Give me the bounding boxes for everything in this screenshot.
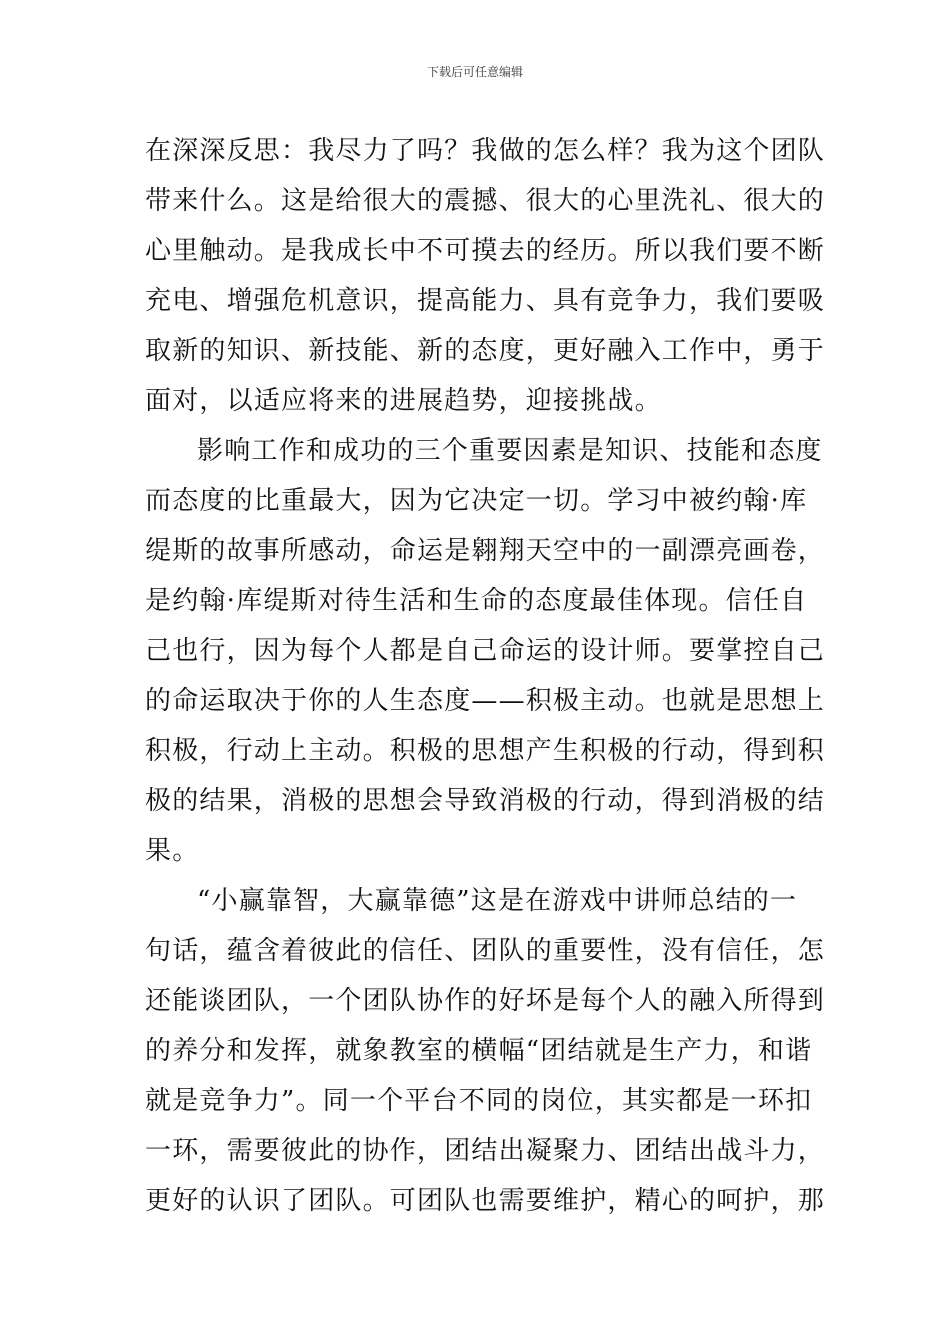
document-body: [145, 126, 826, 1226]
text-line: 心里触动。是我成长中不可摸去的经历。所以我们要不断: [145, 236, 826, 266]
text-line: 的命运取决于你的人生态度——积极主动。也就是思想上: [145, 686, 826, 716]
text-line: 带来什么。这是给很大的震撼、很大的心里洗礼、很大的: [145, 186, 826, 216]
text-line: 果。: [145, 836, 200, 866]
text-line: 还能谈团队，一个团队协作的好坏是每个人的融入所得到: [145, 986, 826, 1016]
text-line: 一环，需要彼此的协作，团结出凝聚力、团结出战斗力，: [145, 1136, 826, 1166]
text-line: 是约翰·库缇斯对待生活和生命的态度最佳体现。信任自: [145, 586, 808, 616]
text-line: 极的结果，消极的思想会导致消极的行动，得到消极的结: [145, 786, 826, 816]
text-line: 取新的知识、新技能、新的态度，更好融入工作中，勇于: [145, 336, 826, 366]
text-line: 己也行，因为每个人都是自己命运的设计师。要掌控自己: [145, 636, 826, 666]
text-line: 充电、增强危机意识，提高能力、具有竞争力，我们要吸: [145, 286, 826, 316]
text-line: 句话，蕴含着彼此的信任、团队的重要性，没有信任，怎: [145, 936, 826, 966]
page-header: 下载后可任意编辑: [426, 65, 523, 79]
text-line: 缇斯的故事所感动，命运是翱翔天空中的一副漂亮画卷，: [145, 536, 826, 566]
paragraph-start-line: “小赢靠智，大赢靠德”这是在游戏中讲师总结的一: [197, 886, 798, 916]
text-line: 更好的认识了团队。可团队也需要维护，精心的呵护，那: [145, 1186, 826, 1216]
text-line: 就是竞争力”。同一个平台不同的岗位，其实都是一环扣: [145, 1086, 813, 1116]
text-line: 的养分和发挥，就象教室的横幅“团结就是生产力，和谐: [145, 1036, 813, 1066]
text-line: 积极，行动上主动。积极的思想产生积极的行动，得到积: [145, 736, 826, 766]
text-line: 在深深反思：我尽力了吗？我做的怎么样？我为这个团队: [145, 136, 826, 166]
paragraph-start-line: 影响工作和成功的三个重要因素是知识、技能和态度: [197, 436, 823, 466]
text-line: 而态度的比重最大，因为它决定一切。学习中被约翰·库: [145, 486, 808, 516]
text-line: 面对，以适应将来的进展趋势，迎接挑战。: [145, 386, 662, 416]
